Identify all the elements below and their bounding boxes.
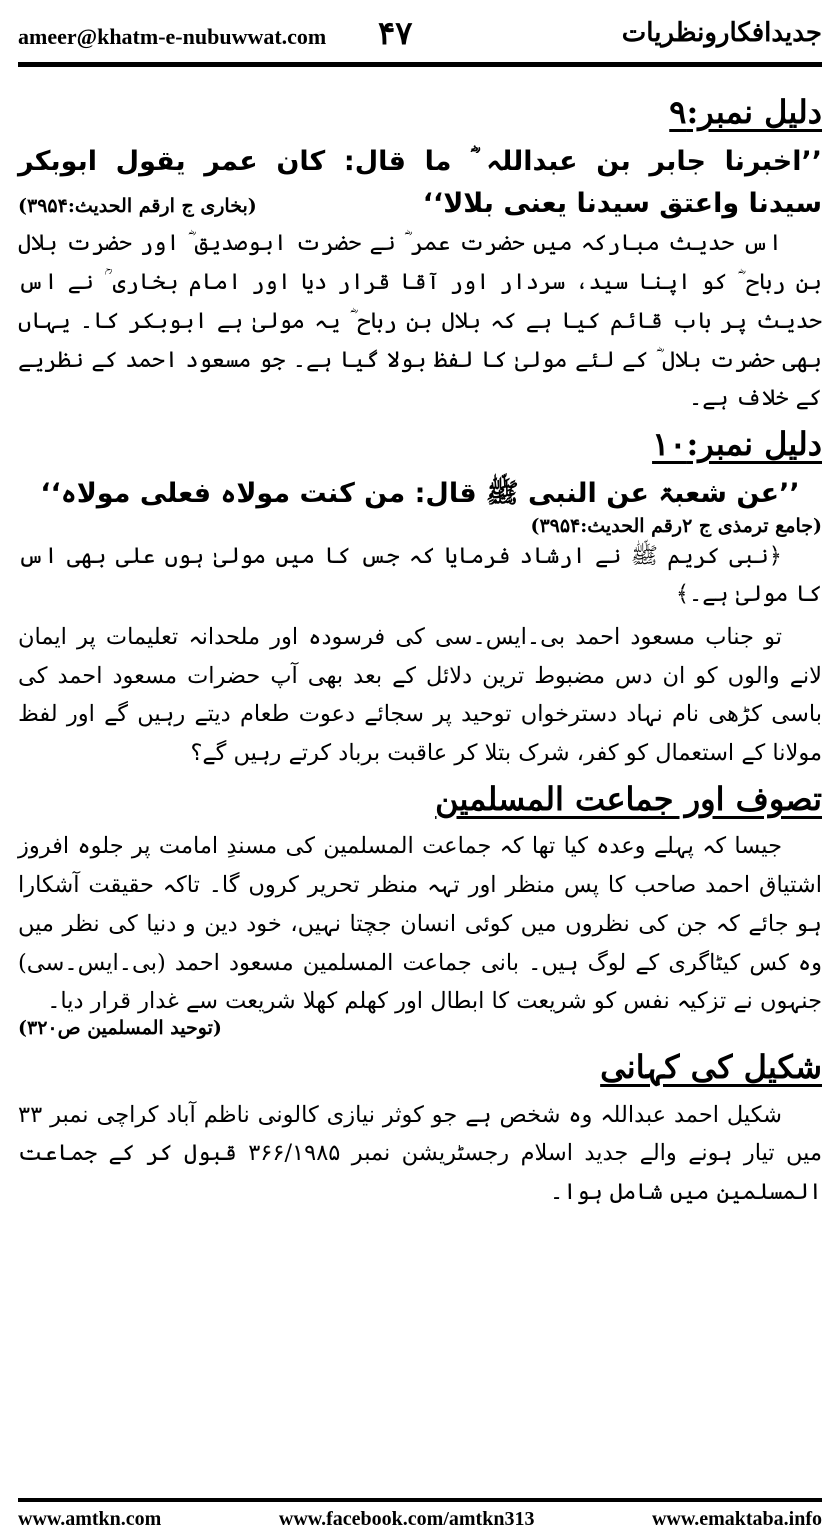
section-heading-9: دلیل نمبر:۹ [669, 93, 822, 131]
hadith-reference-10: (جامع ترمذی ج ۲رقم الحدیث:۳۹۵۴) [530, 514, 822, 537]
header-rule [18, 62, 822, 67]
paragraph-10: تو جناب مسعود احمد بی۔ایس۔سی کی فرسودہ اور ملحدانہ تعلیمات پر ایمان لانے والوں کو ان دس مضبوط ترین دلائل کے بعد بھی آپ حضرات مسعود احمد کی باسی کڑھی نام نہاد دسترخواں توحید پر سجائے دعوت طعام دیتے رہیں گے اور لفظ مولانا کے استعمال کو کفر، شرک بتلا کر عاقبت برباد کرتے رہیں گے؟ [18, 623, 822, 766]
footer-link-amtkn: www.amtkn.com [18, 1508, 162, 1530]
translation-10: ﴿نبی کریم ﷺ نے ارشاد فرمایا کہ جس کا میں مولیٰ ہوں علی بھی اس کا مولیٰ ہے۔﴾ [18, 542, 822, 608]
hadith-reference-9: (بخاری ج ارقم الحدیث:۳۹۵۴) [18, 194, 257, 217]
page-body [18, 90, 822, 1216]
footer-link-emaktaba: www.emaktaba.info [651, 1508, 822, 1530]
paragraph-tasawwuf: جیسا کہ پہلے وعدہ کیا تھا کہ جماعت المسلمین کی مسندِ امامت پر جلوہ افروز اشتیاق احمد صاحب کا پس منظر اور تہہ منظر تحریر کروں گا۔ تاکہ حقیقت آشکارا ہو جائے کہ جن کی نظروں میں کوئی انسان جچتا نہیں، خود دین و دنیا کی نظر میں وہ کس کیٹاگری کے لوگ ہیں۔ بانی جماعت المسلمین مسعود احمد (بی۔ایس۔سی) جنہوں نے تزکیہ نفس کو شریعت کا ابطال اور کھلم کھلا شریعت سے غدار قرار دیا۔ [18, 833, 822, 1015]
reference-tasawwuf: (توحید المسلمین ص۳۲۰) [18, 1016, 222, 1039]
arabic-quote-10: ’’عن شعبۃ عن النبی ﷺ قال: من کنت مولاہ فعلی مولاہ‘‘ [40, 477, 800, 509]
page-header [18, 8, 822, 56]
footer-link-facebook: www.facebook.com/amtkn313 [278, 1508, 535, 1530]
paragraph-shakeel: شکیل احمد عبداللہ وہ شخص ہے جو کوثر نیازی کالونی ناظم آباد کراچی نمبر ۳۳ میں تیار ہونے والے جدید اسلام رجسٹریشن نمبر ۳۶۶/۱۹۸۵ قبول کر کے جماعت المسلمین میں شامل ہوا۔ [18, 1101, 822, 1206]
arabic-quote-9-line2: سیدنا واعتق سیدنا یعنی بلالا‘‘ [422, 187, 822, 219]
section-heading-tasawwuf: تصوف اور جماعت المسلمین [435, 779, 822, 818]
page-footer [18, 1508, 822, 1531]
footer-rule [18, 1498, 822, 1502]
page-number: ۴۷ [378, 14, 413, 52]
section-heading-shakeel: شکیل کی کہانی [600, 1047, 822, 1086]
arabic-quote-9-line1: ’’اخبرنا جابر بن عبداللہ ؓ ما قال: کان عمر یقول ابوبکر [18, 145, 822, 177]
paragraph-9: اس حدیث مبارکہ میں حضرت عمر ؓ نے حضرت ابوصدیق ؓ اور حضرت بلال بن رباح ؓ کو اپنا سید، سردار اور آقا قرار دیا اور امام بخاری ؒ نے اس حدیث پر باب قائم کیا ہے کہ بلال بن رباح ؓ یہ مولیٰ ہے ابوبکر کا۔ یہاں بھی حضرت بلال ؓ کے لئے مولیٰ کا لفظ بولا گیا ہے۔ جو مسعود احمد کے نظریے کے خلاف ہے۔ [18, 230, 822, 412]
running-title: جدیدافکارونظریات [621, 18, 822, 48]
section-heading-10: دلیل نمبر:۱۰ [652, 424, 822, 463]
arabic-quote-9-row [18, 183, 822, 225]
header-email: ameer@khatm-e-nubuwwat.com [18, 24, 327, 49]
